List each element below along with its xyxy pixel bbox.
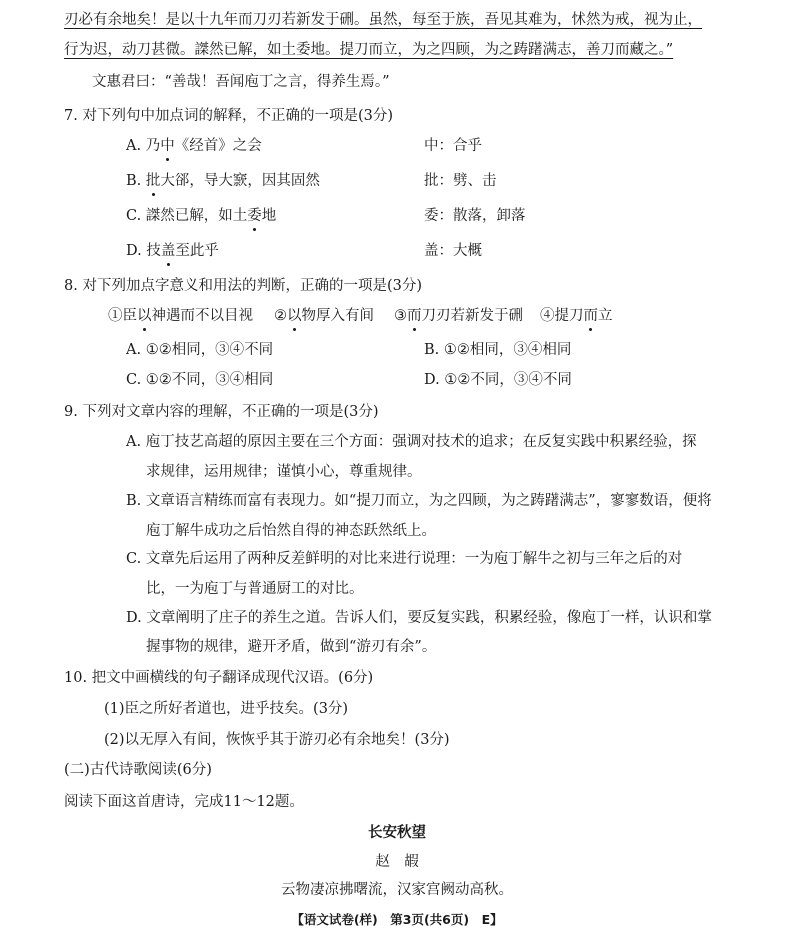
q8-option-d: D. ①②不同，③④不同 [424,372,572,388]
passage-underlined-fragment: 行为迟，动刀甚微。謋然已解，如土委地。提刀而立，为之四顾，为之踌躇满志，善刀而藏之。” [64,42,674,58]
q7-option-a-answer: 中：合乎 [424,138,482,154]
passage-underlined-fragment: 刃必有余地矣！是以十九年而刀刃若新发于硎。虽然，每至于族，吾见其难为，怵然为戒，视为止， [64,12,702,28]
q8-option-b: B. ①②相同，③④相同 [424,342,572,358]
q7-option-d-answer: 盖：大概 [424,243,482,259]
q9-option-d-cont: 握事物的规律，避开矛盾，做到“游刃有余”。 [146,639,437,655]
dotted-char: 以 [137,308,152,324]
q8-option-a: A. ①②相同，③④不同 [126,342,274,358]
passage-line-2 [64,40,673,60]
q9-option-a-cont: 求规律，运用规律；谨慎小心，尊重规律。 [146,464,422,480]
q9-option-b: B. 文章语言精练而富有表现力。如“提刀而立，为之四顾，为之踌躇满志”，寥寥数语，便将 [126,493,712,509]
q8-item-2: ②以物厚入有间 [274,308,374,324]
q7-option-c: C. 謋然已解，如土委地 委：散落，卸落 [126,208,526,224]
q8-item-1: ①臣以神遇而不以目视 [108,308,253,324]
q9-option-a: A. 庖丁技艺高超的原因主要在三个方面：强调对技术的追求；在反复实践中积累经验，探 [126,434,697,450]
q8-option-c: C. ①②不同，③④相同 [126,372,274,388]
q7-option-b: B. 批大郤，导大窾，因其固然 批：劈、击 [126,173,497,189]
poem-title: 长安秋望 [368,825,426,841]
question-10-stem: 10. 把文中画横线的句子翻译成现代汉语。(6分) [64,670,374,686]
question-7-stem: 7. 对下列句中加点词的解释，不正确的一项是(3分) [64,108,393,124]
q8-item-3: ③而刀刃若新发于硎 [394,308,523,324]
section-heading: (二)古代诗歌阅读(6分) [64,762,212,778]
dotted-char: 盖 [160,243,176,259]
q9-option-c: C. 文章先后运用了两种反差鲜明的对比来进行说理：一为庖丁解牛之初与三年之后的对 [126,551,683,567]
passage-line-3: 文惠君曰：“善哉！吾闻庖丁之言，得养生焉。” [92,74,390,90]
passage-line-1 [64,10,702,30]
q7-option-d: D. 技盖至此乎 盖：大概 [126,243,482,259]
dotted-char: 而 [583,308,598,324]
q7-option-b-answer: 批：劈、击 [424,173,497,189]
q7-option-c-answer: 委：散落，卸落 [424,208,526,224]
q8-item-4: ④提刀而立 [540,308,613,324]
dotted-char: 以 [287,308,302,324]
dotted-char: 委 [247,208,262,224]
poem-author: 赵 嘏 [375,854,419,870]
section-instruction: 阅读下面这首唐诗，完成11～12题。 [64,794,304,810]
q9-option-c-cont: 比，一为庖丁与普通厨工的对比。 [146,581,364,597]
question-8-stem: 8. 对下列加点字意义和用法的判断，正确的一项是(3分) [64,278,422,294]
q9-option-b-cont: 庖丁解牛成功之后怡然自得的神态跃然纸上。 [146,523,436,539]
dotted-char: 批 [145,173,161,189]
poem-line-1: 云物凄凉拂曙流，汉家宫阙动高秋。 [281,882,513,898]
dotted-char: 中 [160,138,175,154]
question-9-stem: 9. 下列对文章内容的理解，不正确的一项是(3分) [64,404,379,420]
q10-sub-1: (1)臣之所好者道也，进乎技矣。(3分) [104,701,349,717]
q9-option-d: D. 文章阐明了庄子的养生之道。告诉人们，要反复实践，积累经验，像庖丁一样，认识和掌 [126,610,712,626]
q7-option-a: A. 乃中《经首》之会 中：合乎 [126,138,482,154]
dotted-char: 而 [407,308,422,324]
page-footer: 【语文试卷(样) 第3页(共6页) E】 [291,912,503,927]
q10-sub-2: (2)以无厚入有间，恢恢乎其于游刃必有余地矣！(3分) [104,732,450,748]
